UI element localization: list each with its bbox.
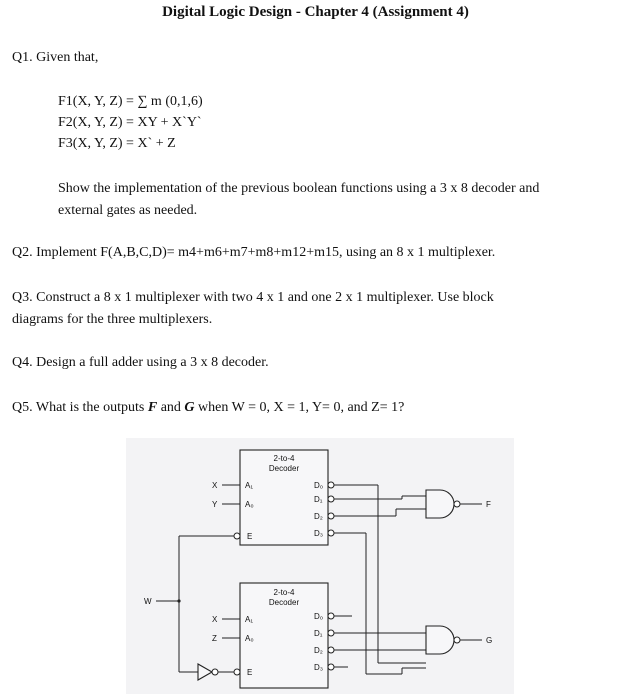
q5-suffix: when W = 0, X = 1, Y= 0, and Z= 1? <box>194 400 405 415</box>
decoder1-label-line2: Decoder <box>268 464 300 473</box>
and-gate-f <box>426 490 454 518</box>
decoder1-d0-bubble <box>328 482 334 488</box>
decoder-circuit-figure <box>126 438 514 694</box>
q5-and: and <box>157 400 185 415</box>
decoder2-d1-bubble <box>328 630 334 636</box>
decoder2-in-a1: A₁ <box>245 615 254 624</box>
decoder1-in-a1: A₁ <box>245 481 254 490</box>
q1-f3: F3(X, Y, Z) = X` + Z <box>58 136 176 151</box>
decoder2-out-d1: D₁ <box>314 629 323 638</box>
inverter-bubble <box>212 669 218 675</box>
decoder1-in-a0: A₀ <box>245 500 254 509</box>
q1-f1: F1(X, Y, Z) = ∑ m (0,1,6) <box>58 94 203 109</box>
q5-output-f: F <box>147 400 158 415</box>
decoder2-d0-bubble <box>328 613 334 619</box>
decoder1-out-d0: D₀ <box>314 481 324 490</box>
decoder2-out-d2: D₂ <box>314 646 323 655</box>
decoder1-d2-bubble <box>328 513 334 519</box>
input-w-label: W <box>144 597 152 606</box>
decoder2-in-a0: A₀ <box>245 634 254 643</box>
page-title: Digital Logic Design - Chapter 4 (Assignment 4) <box>162 4 469 20</box>
q4-text: Q4. Design a full adder using a 3 x 8 decoder. <box>12 355 269 370</box>
and-gate-g-bubble <box>454 637 460 643</box>
q1-f2: F2(X, Y, Z) = XY + X`Y` <box>58 115 202 130</box>
inverter-gate <box>198 664 212 680</box>
q1-task-line1: Show the implementation of the previous boolean functions using a 3 x 8 decoder and <box>58 181 540 196</box>
q5-output-g: G <box>184 400 195 415</box>
decoder1-out-d1: D₁ <box>314 495 323 504</box>
decoder1-label-line1: 2-to-4 <box>273 454 295 463</box>
decoder2-label-line1: 2-to-4 <box>273 588 295 597</box>
output-g-label: G <box>486 636 493 645</box>
decoder2-out-d3: D₃ <box>314 663 324 672</box>
decoder1-d3-bubble <box>328 530 334 536</box>
decoder2-signal-z: Z <box>212 634 217 643</box>
decoder2-enable-bubble <box>234 669 240 675</box>
decoder1-d1-bubble <box>328 496 334 502</box>
decoder1-out-d3: D₃ <box>314 529 324 538</box>
decoder2-signal-x: X <box>212 615 218 624</box>
q5-text <box>12 397 404 419</box>
q3-line1: Q3. Construct a 8 x 1 multiplexer with two 4 x 1 and one 2 x 1 multiplexer. Use block <box>12 290 494 305</box>
decoder2-d2-bubble <box>328 647 334 653</box>
decoder2-enable: E <box>247 668 253 677</box>
and-gate-g <box>426 626 454 654</box>
decoder1-enable-bubble <box>234 533 240 539</box>
decoder2-label-line2: Decoder <box>268 598 300 607</box>
q5-prefix: Q5. What is the outputs <box>12 400 148 415</box>
q1-task-line2: external gates as needed. <box>58 203 198 218</box>
decoder1-signal-x: X <box>212 481 218 490</box>
decoder1-enable: E <box>247 532 253 541</box>
decoder2-d3-bubble <box>328 664 334 670</box>
output-f-label: F <box>486 500 491 509</box>
decoder2-out-d0: D₀ <box>314 612 324 621</box>
q1-intro: Q1. Given that, <box>12 50 99 65</box>
q2-text: Q2. Implement F(A,B,C,D)= m4+m6+m7+m8+m12+m15, using an 8 x 1 multiplexer. <box>12 245 496 260</box>
decoder1-signal-y: Y <box>212 500 218 509</box>
decoder1-out-d2: D₂ <box>314 512 323 521</box>
q3-line2: diagrams for the three multiplexers. <box>12 312 213 327</box>
and-gate-f-bubble <box>454 501 460 507</box>
